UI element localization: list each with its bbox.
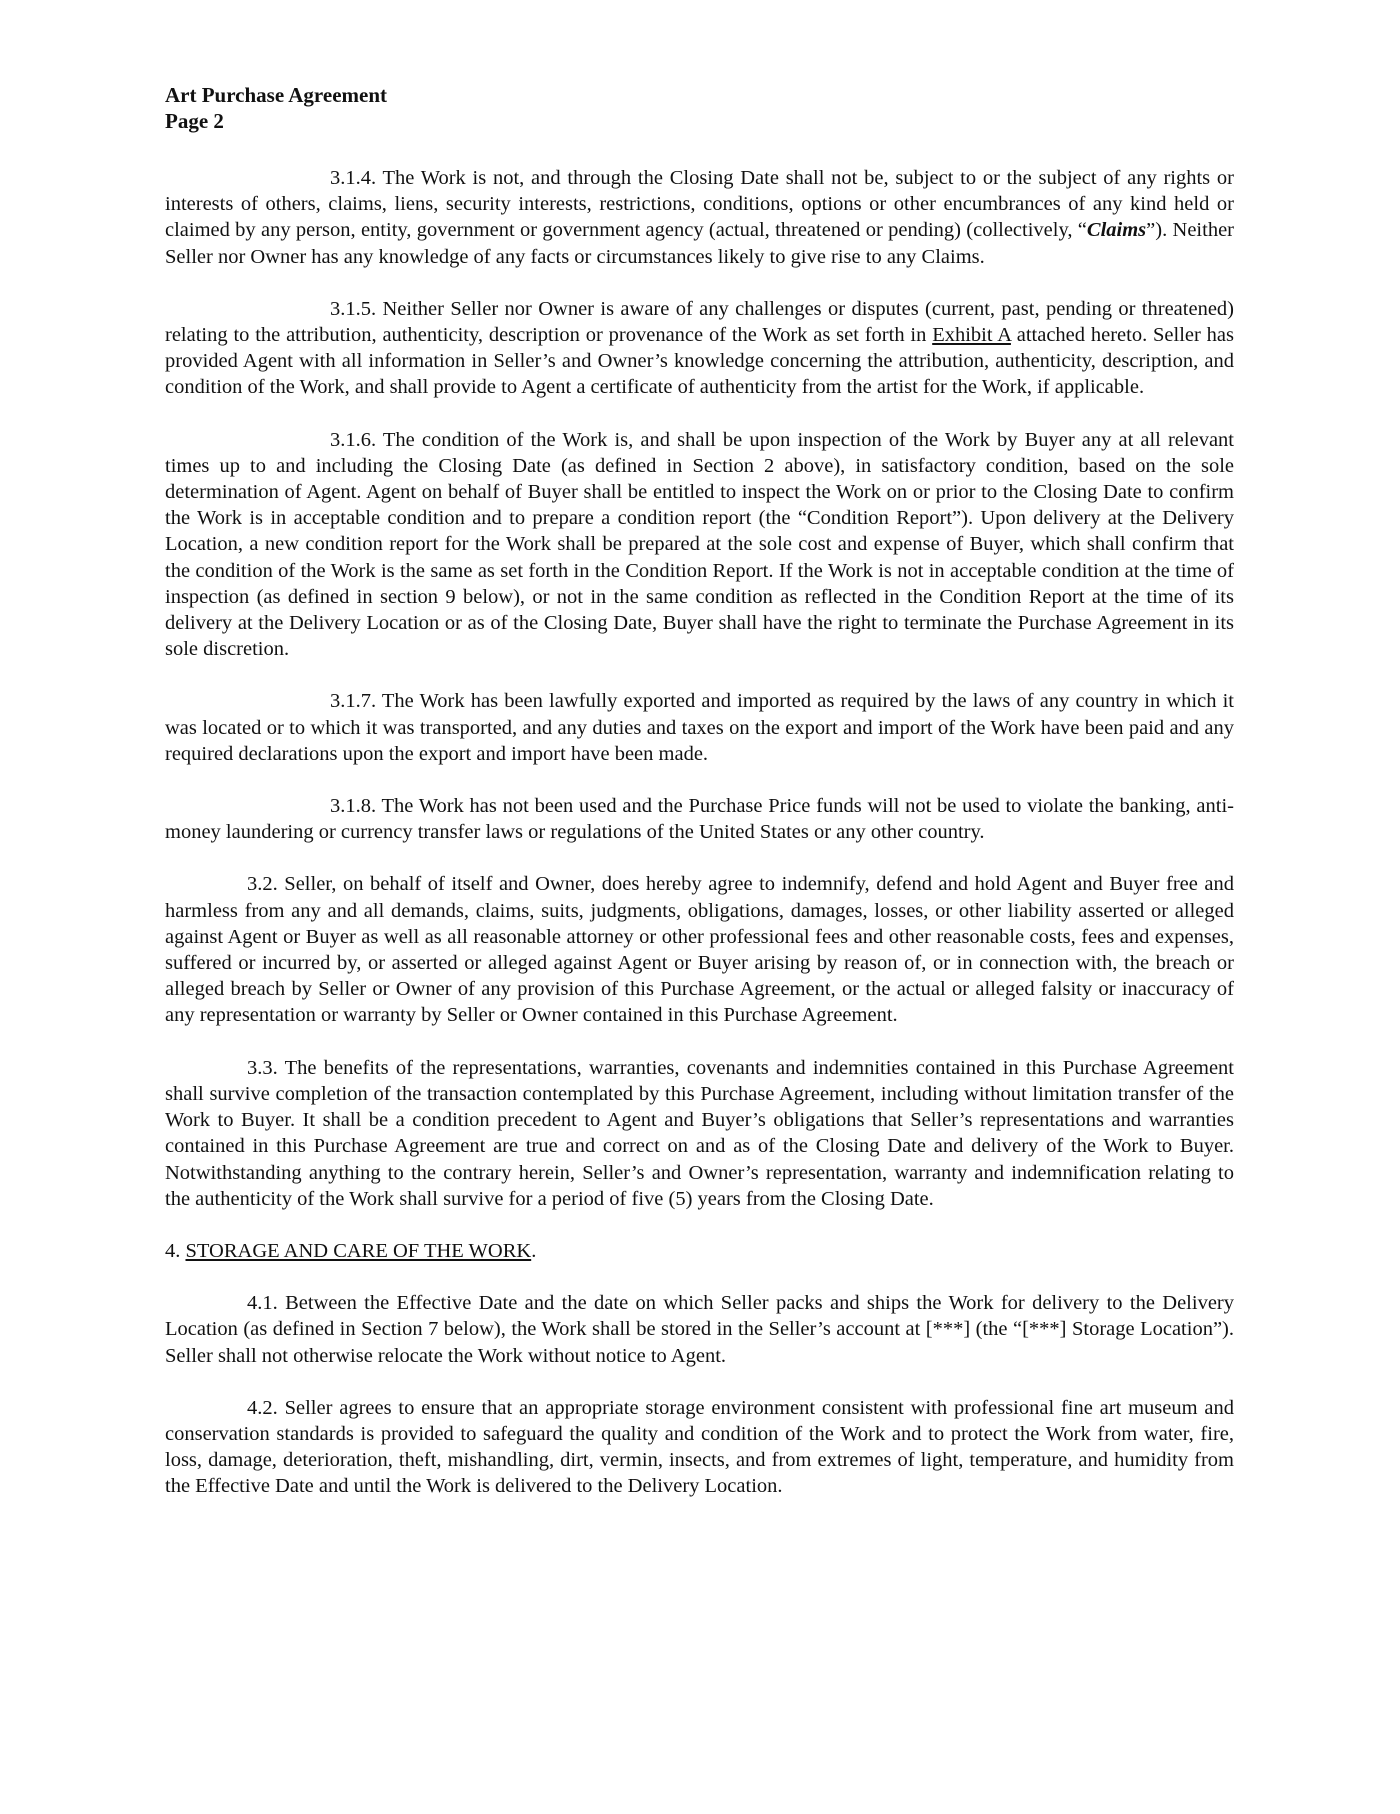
clause-3-3: 3.3. The benefits of the representations, warranties, covenants and indemnities contained in this Purchase Agreement shall survive completion of the transaction contemplated by this Purchase Agreement, including without limitation transfer of the Work to Buyer. It shall be a condition precedent to Agent and Buyer’s obligations that Seller’s representations and warranties contained in this Purchase Agreement are true and correct on and as of the Closing Date and delivery of the Work to Buyer. Notwithstanding anything to the contrary herein, Seller’s and Owner’s representation, warranty and indemnification relating to the authenticity of the Work shall survive for a period of five (5) years from the Closing Date. [165,1056,1234,1210]
clause-4-1: 4.1. Between the Effective Date and the date on which Seller packs and ships the Work for delivery to the Delivery Location (as defined in Section 7 below), the Work shall be stored in the Seller’s account at [***] (the “[***] Storage Location”). Seller shall not otherwise relocate the Work without notice to Agent. [165,1292,1234,1367]
exhibit-a-reference: Exhibit A [932,324,1011,347]
clause-3-1-6: 3.1.6. The condition of the Work is, and shall be upon inspection of the Work by Buyer any at all relevant times up to and including the Closing Date (as defined in Section 2 above), in satisfactory condition, based on the sole determination of Agent. Agent on behalf of Buyer shall be entitled to inspect the Work on or prior to the Closing Date to confirm the Work is in acceptable condition and to prepare a condition report (the “Condition Report”). Upon delivery at the Delivery Location, a new condition report for the Work shall be prepared at the sole cost and expense of Buyer, which shall confirm that the condition of the Work is the same as set forth in the Condition Report. If the Work is not in acceptable condition at the time of inspection (as defined in section 9 below), or not in the same condition as reflected in the Condition Report at the time of its delivery at the Delivery Location or as of the Closing Date, Buyer shall have the right to terminate the Purchase Agreement in its sole discretion. [165,428,1234,661]
clause-3-1-5: 3.1.5. Neither Seller nor Owner is aware of any challenges or disputes (current, past, pending or threatened) relating to the attribution, authenticity, description or provenance of the Work as set forth in Exhibit A attached hereto. Seller has provided Agent with all information in Seller’s and Owner’s knowledge concerning the attribution, authenticity, description, and condition of the Work, and shall provide to Agent a certificate of authenticity from the artist for the Work, if applicable. [165,297,1235,399]
clause-3-1-4: 3.1.4. The Work is not, and through the Closing Date shall not be, subject to or the subject of any rights or interests of others, claims, liens, security interests, restrictions, conditions, options or other encumbrances of any kind held or claimed by any person, entity, government or government agency (actual, threatened or pending) (collectively, “Claims”). Neither Seller nor Owner has any knowledge of any facts or circumstances likely to give rise to any Claims. [165,167,1234,268]
section-4-heading: 4. STORAGE AND CARE OF THE WORK. [165,1239,537,1262]
page-number: Page 2 [165,109,224,133]
document-title: Art Purchase Agreement [165,83,387,107]
defined-term-claims: Claims [1086,219,1147,242]
clause-3-1-8: 3.1.8. The Work has not been used and the Purchase Price funds will not be used to violate the banking, anti-money laundering or currency transfer laws or regulations of the United States or any other country. [165,795,1234,844]
clause-4-2: 4.2. Seller agrees to ensure that an appropriate storage environment consistent with professional fine art museum and conservation standards is provided to safeguard the quality and condition of the Work and to protect the Work from water, fire, loss, damage, deterioration, theft, mishandling, dirt, vermin, insects, and from extremes of light, temperature, and humidity from the Effective Date and until the Work is delivered to the Delivery Location. [165,1396,1234,1498]
document-body [165,165,1234,1526]
section-4-title: STORAGE AND CARE OF THE WORK [185,1239,532,1262]
clause-3-1-7: 3.1.7. The Work has been lawfully exported and imported as required by the laws of any country in which it was located or to which it was transported, and any duties and taxes on the export and import of the Work have been paid and any required declarations upon the export and import have been made. [165,690,1234,765]
clause-3-2: 3.2. Seller, on behalf of itself and Owner, does hereby agree to indemnify, defend and hold Agent and Buyer free and harmless from any and all demands, claims, suits, judgments, obligations, damages, losses, or other liability asserted or alleged against Agent or Buyer as well as all reasonable attorney or other professional fees and other reasonable costs, fees and expenses, suffered or incurred by, or asserted or alleged against Agent or Buyer arising by reason of, or in connection with, the breach or alleged breach by Seller or Owner of any provision of this Purchase Agreement, or the actual or alleged falsity or inaccuracy of any representation or warranty by Seller or Owner contained in this Purchase Agreement. [165,873,1234,1027]
page-header [165,82,387,134]
